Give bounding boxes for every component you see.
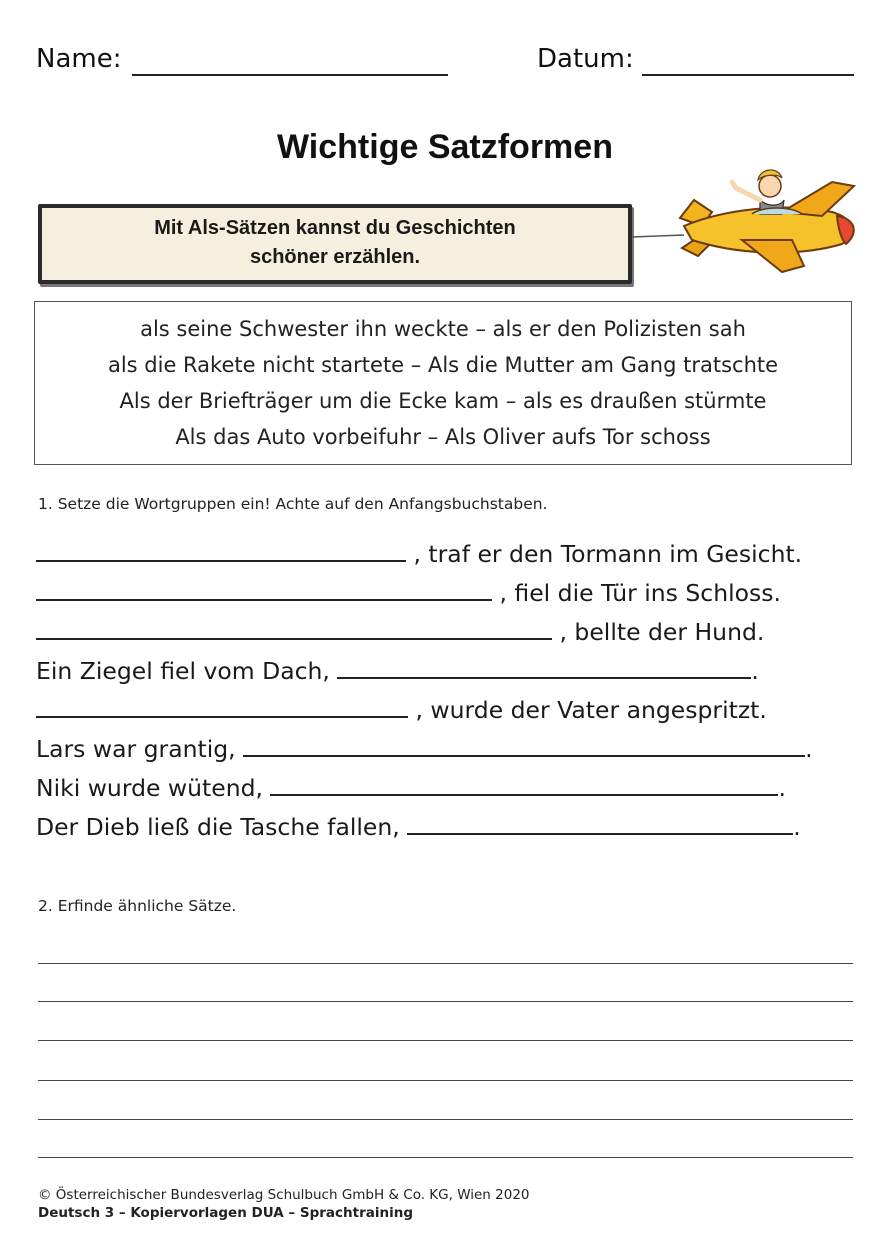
sentence-end: . [793,813,801,841]
word-group-line: Als das Auto vorbeifuhr – Als Oliver aufs Tor schoss [175,425,711,449]
answer-blank[interactable] [270,778,778,796]
exercise-sentence [36,540,802,568]
date-field[interactable] [642,74,854,76]
name-field[interactable] [132,74,448,76]
exercise-sentence [36,579,781,607]
sentence-text: , fiel die Tür ins Schloss. [499,579,781,607]
airplane-illustration [632,160,862,280]
writing-line[interactable] [38,963,853,964]
exercise-sentence [36,774,786,802]
answer-blank[interactable] [36,700,408,718]
answer-blank[interactable] [407,817,793,835]
answer-blank[interactable] [36,583,492,601]
writing-line[interactable] [38,1040,853,1041]
answer-blank[interactable] [36,544,406,562]
copyright-notice: © Österreichischer Bundesverlag Schulbuch GmbH & Co. KG, Wien 2020 [38,1187,530,1203]
date-label: Datum: [537,44,634,74]
writing-line[interactable] [38,1119,853,1120]
sentence-text: Ein Ziegel fiel vom Dach, [36,657,330,685]
answer-blank[interactable] [243,739,805,757]
exercise-sentence [36,696,767,724]
sentence-end: . [751,657,759,685]
tow-rope [632,235,684,237]
banner-line-1: Mit Als-Sätzen kannst du Geschichten [154,217,516,239]
sentence-end: . [778,774,786,802]
name-label: Name: [36,44,122,74]
answer-blank[interactable] [337,661,751,679]
sentence-text: Lars war grantig, [36,735,236,763]
banner-text [100,214,570,272]
word-group-line: Als der Briefträger um die Ecke kam – als es draußen stürmte [119,389,767,413]
sentence-text: , wurde der Vater angespritzt. [415,696,767,724]
exercise-sentence [36,657,759,685]
word-group-line: als die Rakete nicht startete – Als die Mutter am Gang tratschte [107,353,779,377]
answer-blank[interactable] [36,622,552,640]
writing-line[interactable] [38,1001,853,1002]
exercise-sentence [36,618,764,646]
page-title: Wichtige Satzformen [277,128,613,166]
exercise-sentence [36,813,801,841]
sentence-end: . [805,735,813,763]
word-group-line: als seine Schwester ihn weckte – als er den Polizisten sah [140,317,746,341]
sentence-text: Niki wurde wütend, [36,774,263,802]
sentence-text: Der Dieb ließ die Tasche fallen, [36,813,400,841]
task-1-instruction: 1. Setze die Wortgruppen ein! Achte auf den Anfangsbuchstaben. [38,495,548,513]
task-2-instruction: 2. Erfinde ähnliche Sätze. [38,897,237,915]
writing-line[interactable] [38,1157,853,1158]
sentence-text: , traf er den Tormann im Gesicht. [413,540,803,568]
banner-line-2: schöner erzählen. [249,246,421,268]
writing-line[interactable] [38,1080,853,1081]
exercise-sentence [36,735,813,763]
sentence-text: , bellte der Hund. [559,618,765,646]
series-info: Deutsch 3 – Kopiervorlagen DUA – Sprachtraining [38,1205,414,1221]
